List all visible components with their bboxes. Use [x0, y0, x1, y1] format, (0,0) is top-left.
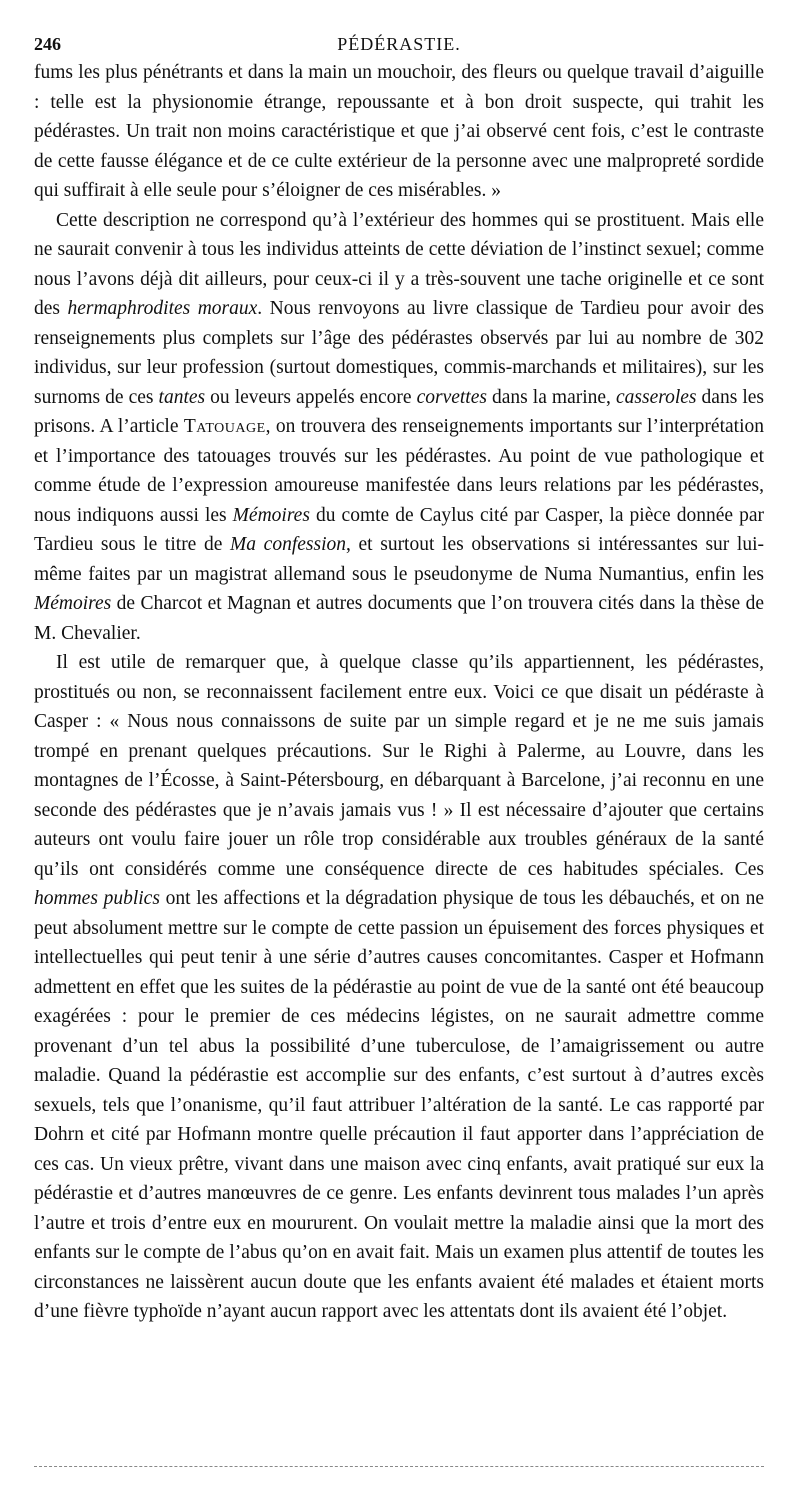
- text-run: du comte de Caylus cité par Casper, la pièce donnée par Tardieu sous le titre de: [34, 504, 764, 555]
- paragraph-p3: [34, 648, 764, 1327]
- paragraph-p2: [34, 206, 764, 649]
- text-run: , on trouvera des renseignements importants sur l’interprétation et l’importance des tatouages trouvés sur les pédérastes. Au point de vue pathologique et comme étude de l’expression amoureuse manifestée dans leurs relations par les pédérastes, nous indiquons aussi les: [34, 416, 764, 526]
- text-run: Cette description ne correspond qu’à l’extérieur des hommes qui se prostituent. Mais elle ne saurait convenir à tous les individus atteints de cette déviation de l’instinct sexuel; comme nous l’avons déjà dit ailleurs, pour ceux-ci il y a très-souvent une tache originelle et ce sont des: [34, 209, 764, 319]
- footer-rule: [34, 1466, 764, 1467]
- text-run: fums les plus pénétrants et dans la main un mouchoir, des fleurs ou quelque travail d’aiguille : telle est la physionomie étrange, repoussante et à bon droit suspecte, qui trahit les pédérastes. Un trait non moins caractéristique et que j’ai observé cent fois, c’est le contraste de cette fausse élégance et de ce culte extérieur de la personne avec une malpropreté sordide qui suffirait à elle seule pour s’éloigner de ces misérables. »: [34, 62, 764, 201]
- text-run: dans les prisons. A l’article: [34, 386, 764, 437]
- text-run: Il est utile de remarquer que, à quelque classe qu’ils appartiennent, les pédérastes, prostitués ou non, se reconnaissent facilement entre eux. Voici ce que disait un pédéraste à Casper : « Nous nous connaissons de suite par un simple regard et je ne me suis jamais trompé en prenant quelques précautions. Sur le Righi à Palerme, au Louvre, dans les montagnes de l’Écosse, à Saint-Pétersbourg, en débarquant à Barcelone, j’ai reconnu en une seconde des pédérastes que je n’avais jamais vus ! » Il est nécessaire d’ajouter que certains auteurs ont voulu faire jouer un rôle trop considérable aux troubles généraux de la santé qu’ils ont considérés comme une conséquence directe de ces habitudes spéciales. Ces: [34, 652, 764, 880]
- emphasis-text: Mémoires: [232, 504, 310, 526]
- text-run: ou leveurs appelés encore: [205, 386, 417, 408]
- emphasis-text: corvettes: [416, 386, 487, 408]
- running-head: [34, 28, 764, 58]
- emphasis-text: tantes: [158, 386, 206, 408]
- emphasis-text: Mémoires: [34, 593, 112, 614]
- text-run: , et surtout les observations si intéressantes sur lui-même faites par un magistrat allemand sous le pseudonyme de Numa Numantius, enfin les: [34, 534, 765, 585]
- paragraph-p1: [34, 58, 764, 206]
- body-text: [34, 58, 764, 1327]
- text-run: . Nous renvoyons au livre classique de Tardieu pour avoir des renseignements plus complets sur l’âge des pédérastes observés par lui au nombre de 302 individus, sur leur profession (surtout domestiques, commis-marchands et militaires), sur les surnoms de ces: [34, 298, 764, 408]
- emphasis-text: Ma confession: [230, 534, 346, 555]
- text-run: de Charcot et Magnan et autres documents que l’on trouvera cités dans la thèse de M. Chevalier.: [34, 593, 764, 644]
- page-number: 246: [34, 34, 61, 54]
- emphasis-text: Tatouage: [183, 416, 266, 437]
- book-page: [34, 28, 764, 1327]
- text-run: ont les affections et la dégradation physique de tous les débauchés, et on ne peut absolument mettre sur le compte de cette passion un épuisement des forces physiques et intellectuelles qui peut tenir à une série d’autres causes concomitantes. Casper et Hofmann admettent en effet que les suites de la pédérastie au point de vue de la santé ont été beaucoup exagérées : pour le premier de ces médecins légistes, on ne saurait admettre comme provenant d’un tel abus la possibilité d’une tuberculose, de l’amaigrissement ou autre maladie. Quand la pédérastie est accomplie sur des enfants, c’est surtout à d’autres excès sexuels, tels que l’onanisme, qu’il faut attribuer l’altération de la santé. Le cas rapporté par Dohrn et cité par Hofmann montre quelle précaution il faut apporter dans l’appréciation de ces cas. Un vieux prêtre, vivant dans une maison avec cinq enfants, avait pratiqué sur eux la pédérastie et d’autres manœuvres de ce genre. Les enfants devinrent tous malades l’un après l’autre et trois d’entre eux en moururent. On voulait mettre la maladie ainsi que la mort des enfants sur le compte de l’abus qu’on en avait fait. Mais un examen plus attentif de toutes les circonstances ne laissèrent aucun doute que les enfants avaient été malades et étaient morts d’une fièvre typhoïde n’ayant aucun rapport avec les attentats dont ils avaient été l’objet.: [34, 888, 764, 1322]
- text-run: dans la marine,: [486, 386, 616, 408]
- emphasis-text: hermaphrodites moraux: [67, 298, 258, 319]
- emphasis-text: casseroles: [615, 386, 697, 408]
- emphasis-text: hommes publics: [34, 888, 160, 909]
- running-title: PÉDÉRASTIE.: [337, 34, 461, 54]
